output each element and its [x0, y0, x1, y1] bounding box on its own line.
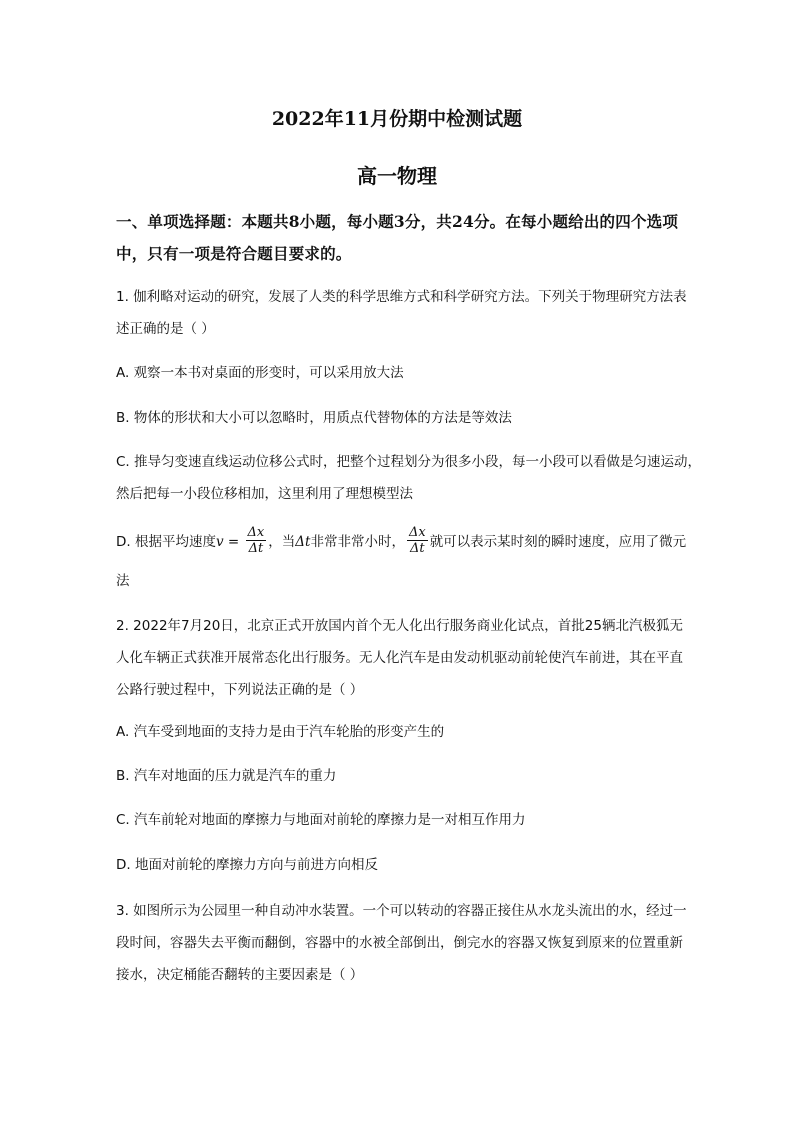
q3-stem-line-2: 段时间，容器失去平衡而翻倒，容器中的水被全部倒出，倒完水的容器又恢复到原来的位置重新: [116, 935, 683, 951]
q2-option-c: C. 汽车前轮对地面的摩擦力与地面对前轮的摩擦力是一对相互作用力: [116, 812, 526, 828]
q2-option-b: B. 汽车对地面的压力就是汽车的重力: [116, 768, 337, 784]
q2-stem-line-3: 公路行驶过程中，下列说法正确的是（ ）: [116, 682, 364, 698]
q1-stem-line-1: 1. 伽利略对运动的研究，发展了人类的科学思维方式和科学研究方法。下列关于物理研究方法表: [116, 289, 687, 305]
q3-stem-line-1: 3. 如图所示为公园里一种自动冲水装置。一个可以转动的容器正接住从水龙头流出的水，经过一: [116, 903, 687, 919]
q3-stem-line-3: 接水，决定桶能否翻转的主要因素是（ ）: [116, 967, 364, 983]
q2-stem-line-2: 人化车辆正式获准开展常态化出行服务。无人化汽车是由发动机驱动前轮使汽车前进，其在平直: [116, 650, 683, 666]
q1-option-d-mid-2: 非常非常小时，: [310, 534, 405, 550]
delta-t-symbol: Δt: [295, 534, 311, 550]
q1-option-c-line-2: 然后把每一小段位移相加，这里利用了理想模型法: [116, 486, 413, 502]
q1-option-c-line-1: C. 推导匀变速直线运动位移公式时，把整个过程划分为很多小段，每一小段可以看做是匀速运动，: [116, 454, 702, 470]
q2-stem-line-1: 2. 2022年7月20日，北京正式开放国内首个无人化出行服务商业化试点，首批25辆北汽极狐无: [116, 618, 683, 634]
section-heading-line-1: 一、单项选择题：本题共8小题，每小题3分，共24分。在每小题给出的四个选项: [116, 212, 679, 231]
fraction-denominator: Δt: [248, 540, 264, 556]
equals-sign: =: [223, 534, 244, 550]
q1-option-a: A. 观察一本书对桌面的形变时，可以采用放大法: [116, 365, 404, 381]
instant-velocity-fraction: [407, 525, 428, 556]
q1-option-d-prefix: D. 根据平均速度: [116, 534, 216, 550]
fraction-numerator: Δx: [247, 524, 265, 540]
q2-option-d: D. 地面对前轮的摩擦力方向与前进方向相反: [116, 857, 378, 873]
fraction-denominator: Δt: [410, 540, 425, 556]
velocity-symbol: v: [215, 534, 224, 550]
exam-title: 2022年11月份期中检测试题: [271, 108, 523, 130]
q1-stem-line-2: 述正确的是（ ）: [116, 321, 215, 337]
q1-option-d-mid-1: ，当: [268, 534, 296, 550]
fraction-numerator: Δx: [408, 524, 426, 540]
average-velocity-fraction: [246, 525, 267, 556]
q1-option-d-line-2: 法: [116, 573, 130, 589]
q2-option-a: A. 汽车受到地面的支持力是由于汽车轮胎的形变产生的: [116, 724, 445, 740]
section-heading-line-2: 中，只有一项是符合题目要求的。: [116, 244, 352, 263]
q1-option-d-suffix: 就可以表示某时刻的瞬时速度，应用了微元: [429, 534, 687, 550]
q1-option-b: B. 物体的形状和大小可以忽略时，用质点代替物体的方法是等效法: [116, 410, 512, 426]
subject-title: 高一物理: [357, 164, 437, 188]
q1-option-d-line-1: [116, 524, 706, 560]
